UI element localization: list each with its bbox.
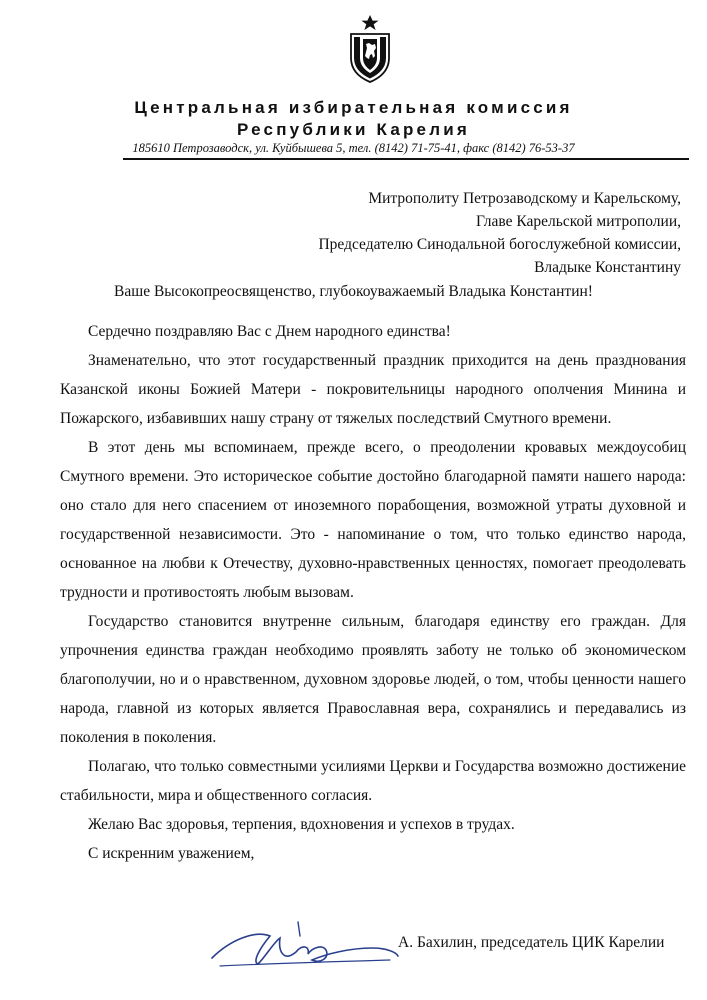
body-paragraph-4: Государство становится внутренне сильным, благодаря единству его граждан. Для упрочнения единства граждан необходимо проявлять заботу не только об экономическом благополучии, но и о нравственном, духовном здоровье людей, о том, чтобы ценности нашего народа, главной из которых является Православная вера, сохранялись и передавались из поколения в поколения.	[60, 613, 686, 746]
addressee-line3: Председателю Синодальной богослужебной комиссии,	[318, 236, 681, 253]
closing-phrase: С искренним уважением,	[88, 845, 255, 862]
salutation: Ваше Высокопреосвященство, глубокоуважаемый Владыка Константин!	[114, 283, 593, 300]
addressee-line2: Главе Карельской митрополии,	[476, 213, 681, 230]
addressee-line1: Митрополиту Петрозаводскому и Карельскому,	[368, 190, 681, 207]
header-divider	[123, 158, 689, 160]
signer-name: А. Бахилин, председатель ЦИК Карелии	[398, 934, 665, 951]
coat-of-arms-emblem	[345, 14, 395, 84]
handwritten-signature	[200, 918, 410, 978]
organization-name-line2: Республики Карелия	[237, 120, 470, 139]
addressee-line4: Владыке Константину	[534, 259, 681, 276]
organization-address: 185610 Петрозаводск, ул. Куйбышева 5, тел. (8142) 71-75-41, факс (8142) 76-53-37	[132, 141, 575, 155]
body-paragraph-2: Знаменательно, что этот государственный праздник приходится на день празднования Казанской иконы Божией Матери - покровительницы народного ополчения Минина и Пожарского, избавивших нашу страну от тяжелых последствий Смутного времени.	[60, 352, 686, 427]
body-paragraph-1: Сердечно поздравляю Вас с Днем народного единства!	[88, 323, 451, 340]
organization-name-line1: Центральная избирательная комиссия	[134, 98, 573, 117]
body-paragraph-6: Желаю Вас здоровья, терпения, вдохновения и успехов в трудах.	[88, 816, 515, 833]
body-paragraph-5: Полагаю, что только совместными усилиями Церкви и Государства возможно достижение стабильности, мира и общественного согласия.	[60, 758, 686, 804]
letter-body	[60, 317, 686, 868]
body-paragraph-3: В этот день мы вспоминаем, прежде всего, о преодолении кровавых междоусобиц Смутного времени. Это историческое событие достойно благодарной памяти нашего народа: оно стало для него спасением от иноземного порабощения, возможной утраты духовной и государственной независимости. Это - напоминание о том, что только единство народа, основанное на любви к Отечеству, духовно-нравственных ценностях, помогает преодолевать трудности и противостоять любым вызовам.	[60, 439, 686, 601]
